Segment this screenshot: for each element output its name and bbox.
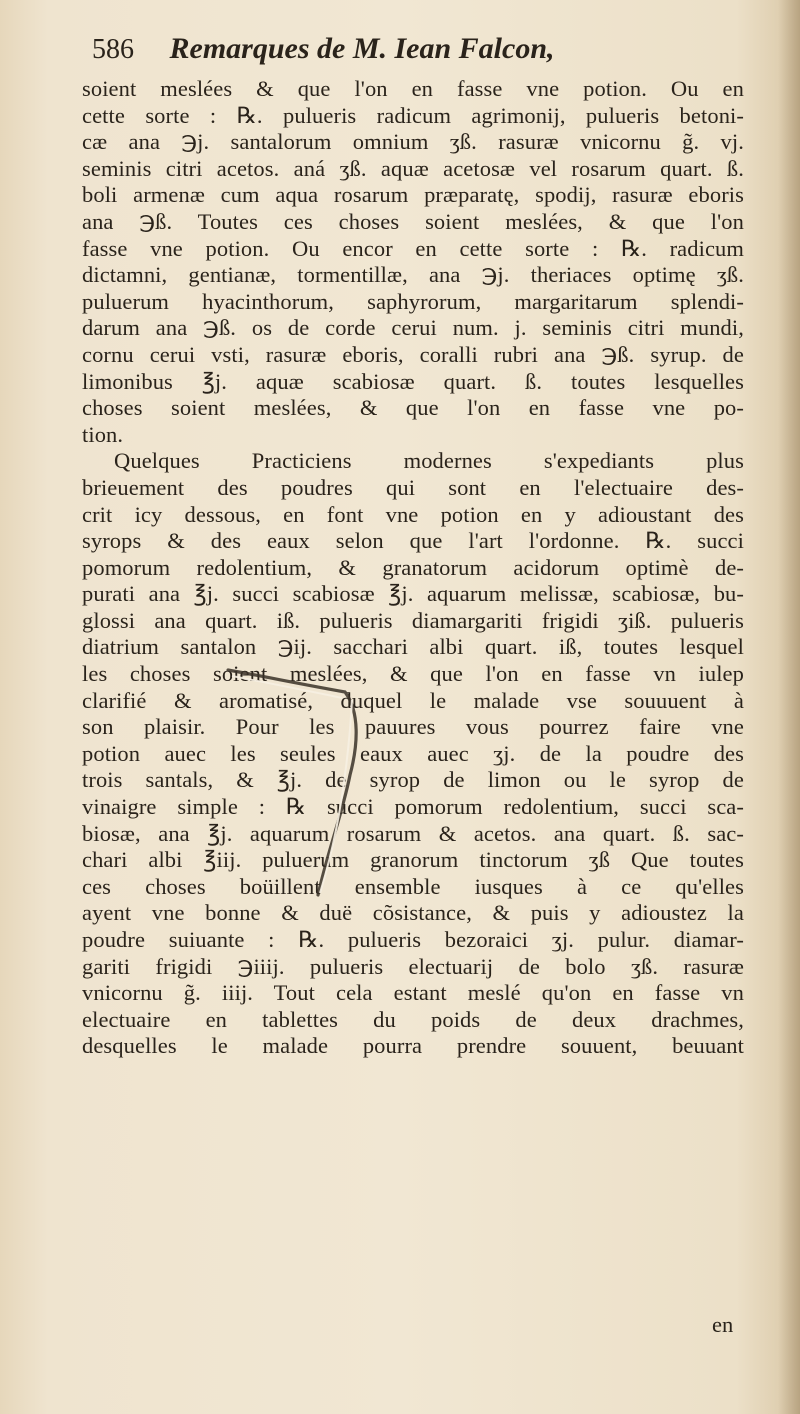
text-line: ana ℈ß. Toutes ces choses soient meslées, & que l'on (82, 208, 744, 234)
text-line: syrops & des eaux selon que l'art l'ordonne. ℞. succi (82, 528, 744, 554)
text-line: brieuement des poudres qui sont en l'electuaire des- (82, 474, 744, 500)
text-line: puluerum hyacinthorum, saphyrorum, margaritarum splendi- (82, 288, 744, 314)
running-title: Remarques de M. Iean Falcon, (169, 32, 555, 65)
text-line: vinaigre simple : ℞ succi pomorum redolentium, succi sca- (82, 794, 744, 820)
text-line: son plaisir. Pour les pauures vous pourrez faire vne (82, 714, 744, 740)
text-line: gariti frigidi ℈iiij. pulueris electuarij de bolo ʒß. rasuræ (82, 953, 744, 979)
text-line: dictamni, gentianæ, tormentillæ, ana ℈j. theriaces optimę ʒß. (82, 262, 744, 288)
text-line: cæ ana ℈j. santalorum omnium ʒß. rasuræ vnicornu g̃. vj. (82, 129, 744, 155)
text-line: ayent vne bonne & duë cõsistance, & puis y adioustez la (82, 900, 744, 926)
text-line: seminis citri acetos. aná ʒß. aquæ acetosæ vel rosarum quart. ß. (82, 155, 744, 181)
paragraph-first-line: Quelques Practiciens modernes s'expediants plus (114, 448, 744, 474)
text-line: purati ana ℥j. succi scabiosæ ℥j. aquarum melissæ, scabiosæ, bu- (82, 581, 744, 607)
catchword: en (712, 1312, 734, 1337)
text-line: cette sorte : ℞. pulueris radicum agrimonij, pulueris betoni- (82, 102, 744, 128)
body-text (82, 76, 744, 1060)
page-number: 586 (92, 34, 134, 65)
text-line: poudre suiuante : ℞. pulueris bezoraici ʒj. pulur. diamar- (82, 927, 744, 952)
text-line: biosæ, ana ℥j. aquarum rosarum & acetos. ana quart. ß. sac- (82, 820, 744, 846)
text-line: ces choses boüillent ensemble iusques à ce qu'elles (82, 873, 744, 899)
text-line: limonibus ℥j. aquæ scabiosæ quart. ß. toutes lesquelles (82, 368, 744, 394)
text-line: vnicornu g̃. iiij. Tout cela estant meslé qu'on en fasse vn (82, 980, 744, 1006)
text-line: desquelles le malade pourra prendre souuent, beuuant (82, 1033, 744, 1059)
running-head (92, 32, 752, 76)
text-line: glossi ana quart. iß. pulueris diamargariti frigidi ʒiß. pulueris (82, 607, 744, 633)
text-line: cornu cerui vsti, rasuræ eboris, coralli rubri ana ℈ß. syrup. de (82, 341, 744, 367)
text-line: trois santals, & ℥j. de syrop de limon ou le syrop de (82, 767, 744, 793)
text-line: crit icy dessous, en font vne potion en y adioustant des (82, 501, 744, 527)
text-line: tion. (82, 421, 124, 447)
text-line: diatrium santalon ℈ij. sacchari albi quart. iß, toutes lesquel (82, 634, 744, 660)
text-line: chari albi ℥iij. puluerum granorum tinctorum ʒß Que toutes (82, 847, 744, 873)
text-line: soient meslées & que l'on en fasse vne potion. Ou en (82, 76, 744, 101)
text-line: clarifié & aromatisé, duquel le malade vse souuuent à (82, 687, 744, 713)
text-line: fasse vne potion. Ou encor en cette sorte : ℞. radicum (82, 235, 744, 261)
text-line: choses soient meslées, & que l'on en fasse vne po- (82, 395, 744, 421)
text-line: boli armenæ cum aqua rosarum præparatę, spodij, rasuræ eboris (82, 182, 744, 208)
text-line: potion auec les seules eaux auec ʒj. de la poudre des (82, 740, 744, 766)
text-line: les choses soient meslées, & que l'on en fasse vn iulep (82, 661, 744, 687)
page-edge-shadow (778, 0, 800, 1414)
text-line: darum ana ℈ß. os de corde cerui num. j. seminis citri mundi, (82, 315, 744, 341)
text-line: electuaire en tablettes du poids de deux drachmes, (82, 1006, 744, 1032)
text-line: pomorum redolentium, & granatorum acidorum optimè de- (82, 554, 744, 580)
